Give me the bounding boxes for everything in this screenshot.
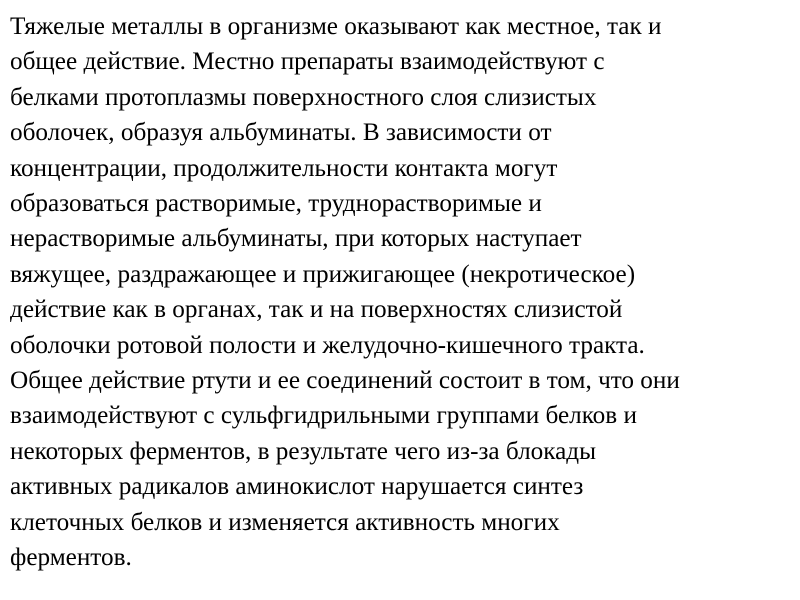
text-line-1: Тяжелые металлы в организме оказывают как местное, так и: [10, 13, 662, 40]
text-line-9: действие как в органах, так и на поверхностях слизистой: [10, 296, 623, 324]
text-line-15: клеточных белков и изменяется активность многих: [10, 508, 560, 536]
text-line-6: образоваться растворимые, труднорастворимые и: [10, 190, 542, 218]
text-line-10: оболочки ротовой полости и желудочно-кишечного тракта.: [10, 331, 645, 359]
text-line-16: ферментов.: [10, 544, 132, 572]
text-line-8: вяжущее, раздражающее и прижигающее (некротическое): [10, 260, 636, 288]
text-line-7: нерастворимые альбуминаты, при которых наступает: [10, 225, 582, 253]
text-line-13: некоторых ферментов, в результате чего из-за блокады: [10, 437, 597, 465]
text-line-12: взаимодействуют с сульфгидрильными группами белков и: [10, 402, 637, 430]
text-line-3: белками протоплазмы поверхностного слоя слизистых: [10, 83, 597, 111]
body-text: [10, 9, 790, 576]
text-line-14: активных радикалов аминокислот нарушается синтез: [10, 473, 584, 501]
text-line-11: Общее действие ртути и ее соединений состоит в том, что они: [10, 367, 680, 395]
text-line-2: общее действие. Местно препараты взаимодействуют с: [10, 48, 605, 76]
text-line-5: концентрации, продолжительности контакта могут: [10, 154, 558, 182]
text-line-4: оболочек, образуя альбуминаты. В зависимости от: [10, 119, 552, 147]
